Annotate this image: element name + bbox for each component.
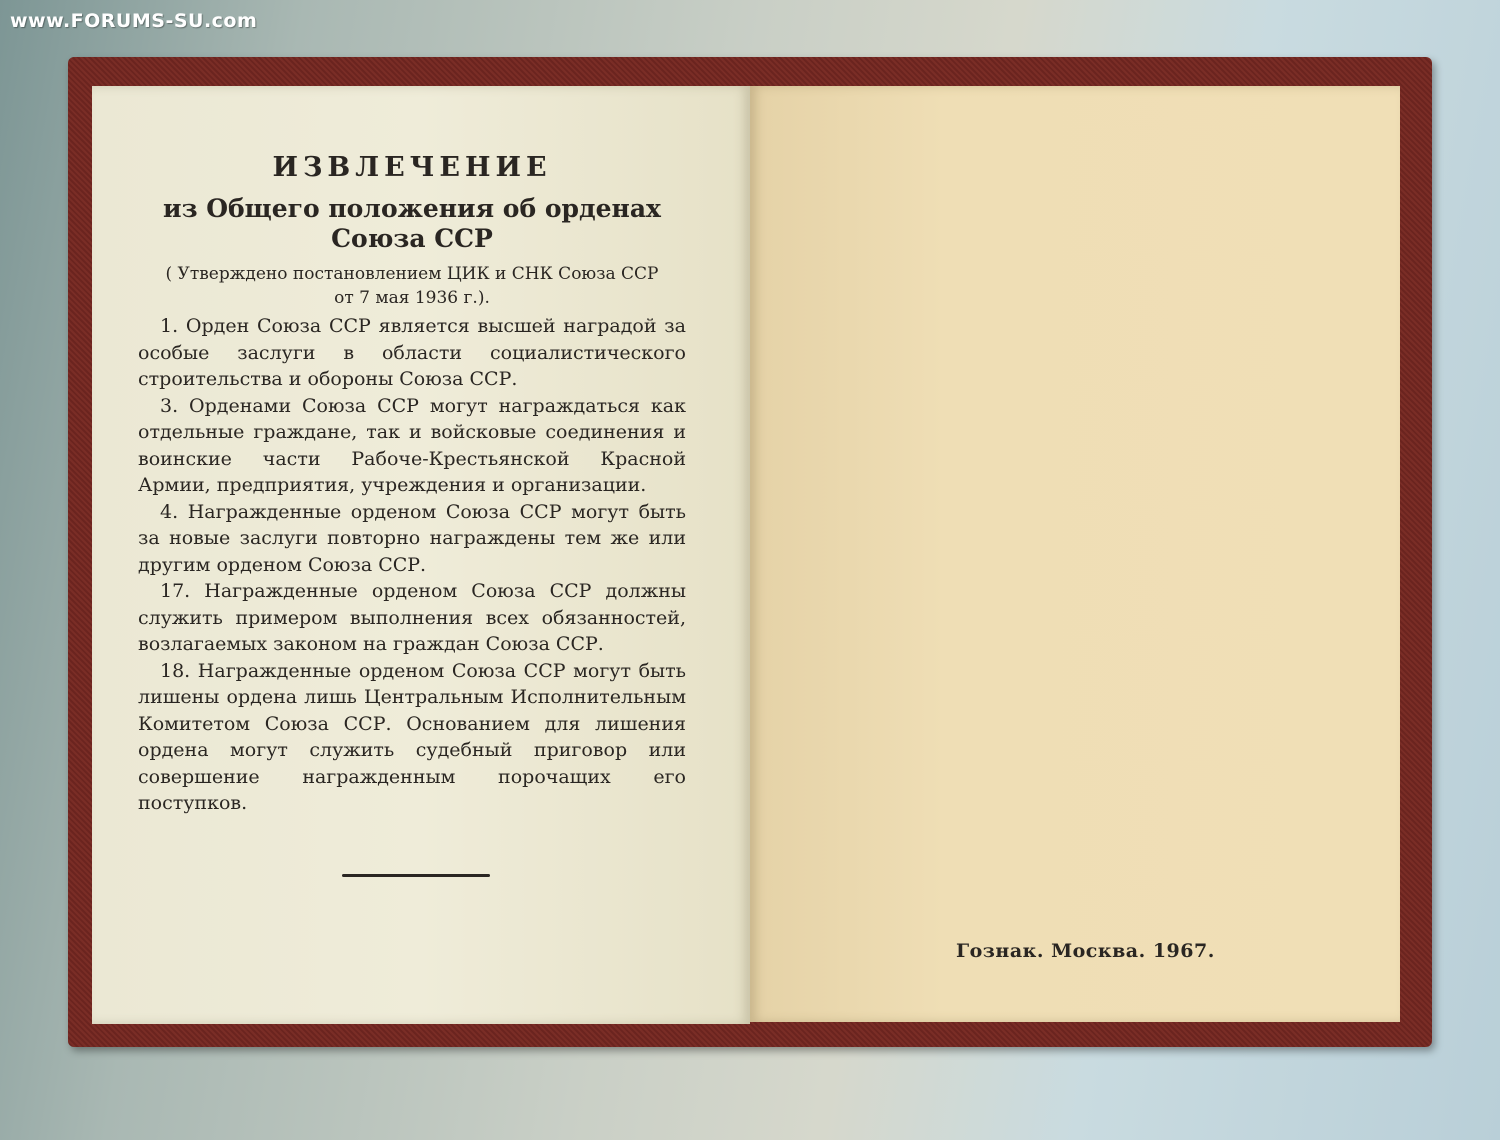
printer-imprint: Гознак. Москва. 1967. — [956, 940, 1215, 962]
closing-rule — [342, 874, 490, 877]
clause-18: 18. Награжденные орденом Союза ССР могут быть лишены ордена лишь Центральным Исполнительным Комитетом Союза ССР. Основанием для лишения ордена могут служить судебный приговор или совершение награжденным порочащих его поступков. — [138, 659, 686, 814]
clause-4: 4. Награжденные орденом Союза ССР могут быть за новые заслуги повторно награждены тем же или другим орденом Союза ССР. — [138, 500, 686, 576]
subtitle-line-2: Союза ССР — [331, 224, 493, 253]
approval-line-1: ( Утверждено постановлением ЦИК и СНК Союза ССР — [165, 264, 659, 284]
approval-note — [92, 262, 732, 310]
right-page — [750, 86, 1400, 1022]
document-title: ИЗВЛЕЧЕНИЕ — [272, 152, 552, 183]
site-watermark: www.FORUMS-SU.com — [10, 10, 258, 32]
clauses-list — [138, 313, 686, 817]
document-subtitle — [92, 194, 732, 254]
approval-line-2: от 7 мая 1936 г.). — [334, 288, 490, 308]
clause-1: 1. Орден Союза ССР является высшей наградой за особые заслуги в области социалистического строительства и обороны Союза ССР. — [138, 315, 686, 390]
clause-17: 17. Награжденные орденом Союза ССР должны служить примером выполнения всех обязанностей, возлагаемых законом на граждан Союза ССР. — [138, 580, 686, 655]
subtitle-line-1: из Общего положения об орденах — [163, 194, 661, 223]
clause-3: 3. Орденами Союза ССР могут награждаться как отдельные граждане, так и войсковые соединения и воинские части Рабоче-Крестьянской Красной Армии, предприятия, учреждения и организации. — [138, 394, 686, 496]
